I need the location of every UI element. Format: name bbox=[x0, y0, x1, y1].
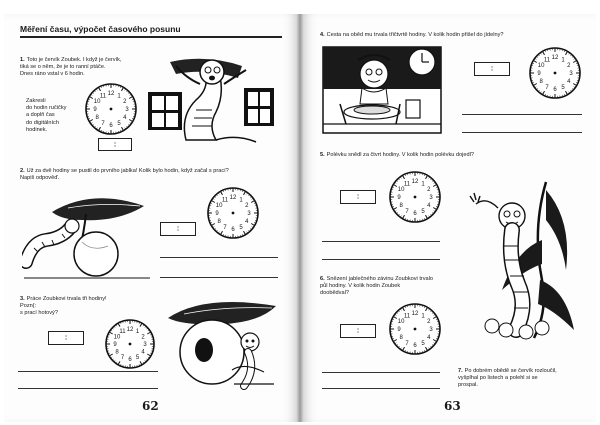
note-line-5: hodinek. bbox=[26, 126, 48, 133]
clock-4-numeral-9: 9 bbox=[537, 71, 541, 78]
clock-face-6[interactable] bbox=[388, 302, 442, 356]
exercise-3-line-1: Práce Zoubkovi trvala tři hodiny! bbox=[26, 296, 107, 302]
page-title: Měření času, výpočet časového posunu bbox=[20, 24, 282, 38]
page-number-right: 63 bbox=[444, 399, 461, 413]
exercise-3-line-3: s prací hotový? bbox=[20, 310, 58, 317]
exercise-7-number: 7. bbox=[458, 368, 463, 374]
exercise-5-line-1: Polévku snědl za čtvrt hodiny. V kolik hodin polévku dojedl? bbox=[326, 152, 474, 158]
digital-clock-1-colon: : bbox=[113, 140, 117, 148]
clock-1-numeral-11: 11 bbox=[99, 93, 107, 100]
clock-5-numeral-4: 4 bbox=[427, 203, 431, 210]
clock-4-numeral-11: 11 bbox=[543, 57, 551, 64]
clock-6-numeral-9: 9 bbox=[397, 327, 401, 334]
exercise-1-number: 1. bbox=[20, 57, 25, 63]
exercise-6-text bbox=[320, 276, 470, 298]
clock-2-numeral-12: 12 bbox=[229, 195, 237, 202]
clock-5-numeral-10: 10 bbox=[397, 187, 405, 194]
answer-line-5b[interactable] bbox=[322, 259, 440, 260]
clock-1-numeral-9: 9 bbox=[93, 107, 97, 114]
exercise-4-line-1: Cesta na oběd mu trvala třičtvrtě hodiny. V kolik hodin přišel do jídelny? bbox=[326, 32, 504, 38]
note-line-2: do hodin ručičky bbox=[26, 105, 67, 112]
digital-clock-3[interactable] bbox=[48, 331, 84, 345]
exercise-4-text bbox=[320, 32, 582, 39]
digital-clock-6-colon: : bbox=[356, 327, 360, 335]
digital-clock-2-colon: : bbox=[176, 225, 180, 233]
digital-clock-5[interactable] bbox=[340, 190, 376, 204]
clock-6-numeral-5: 5 bbox=[421, 341, 425, 348]
clock-6-numeral-11: 11 bbox=[403, 313, 411, 320]
worm-waking-illustration bbox=[146, 56, 278, 144]
exercise-1-note bbox=[26, 98, 86, 134]
clock-2-center bbox=[232, 212, 235, 215]
clock-3-numeral-6: 6 bbox=[128, 357, 132, 364]
exercise-1-text bbox=[20, 57, 140, 79]
clock-6-numeral-6: 6 bbox=[413, 343, 417, 350]
clock-1-numeral-12: 12 bbox=[107, 91, 115, 98]
clock-6-center bbox=[414, 328, 417, 331]
clock-1-numeral-2: 2 bbox=[123, 99, 127, 106]
exercise-3-line-2: Pozn{: bbox=[20, 303, 37, 310]
clock-1-center bbox=[110, 108, 113, 111]
note-line-3: a doplň čas bbox=[26, 112, 55, 119]
exercise-5-number: 5. bbox=[320, 152, 325, 158]
clock-5-numeral-11: 11 bbox=[403, 181, 411, 188]
clock-3-numeral-7: 7 bbox=[120, 355, 125, 362]
clock-3-numeral-11: 11 bbox=[119, 329, 126, 336]
answer-line-6a[interactable] bbox=[322, 372, 440, 373]
clock-4-numeral-2: 2 bbox=[567, 63, 571, 70]
clock-3-numeral-8: 8 bbox=[115, 349, 119, 356]
clock-2-numeral-11: 11 bbox=[221, 197, 229, 204]
clock-2-numeral-5: 5 bbox=[239, 225, 243, 232]
exercise-5-text bbox=[320, 152, 582, 159]
clock-2-numeral-7: 7 bbox=[223, 225, 227, 232]
exercise-1-line-3: Dnes ráno vstal v 6 hodin. bbox=[20, 71, 85, 78]
digital-clock-5-colon: : bbox=[356, 193, 360, 201]
exercise-6-line-2: půl hodiny. V kolik hodin Zoubek bbox=[320, 283, 401, 290]
exercise-6-line-1: Snězení jablečného závinu Zoubkovi trvalo bbox=[326, 276, 434, 282]
clock-6-numeral-3: 3 bbox=[429, 327, 433, 334]
clock-5-numeral-2: 2 bbox=[427, 187, 431, 194]
clock-5-numeral-3: 3 bbox=[429, 195, 433, 202]
exercise-6-number: 6. bbox=[320, 276, 325, 282]
clock-face-3[interactable] bbox=[104, 318, 156, 370]
digital-clock-4-colon: : bbox=[490, 65, 494, 73]
clock-3-numeral-1: 1 bbox=[135, 329, 140, 336]
digital-clock-2[interactable] bbox=[160, 222, 196, 236]
answer-line-2a[interactable] bbox=[160, 257, 278, 258]
clock-2-numeral-1: 1 bbox=[239, 197, 243, 204]
clock-6-numeral-12: 12 bbox=[411, 311, 419, 318]
clock-3-numeral-2: 2 bbox=[141, 334, 145, 341]
exercise-2-line-1: Už za dvě hodiny se pustil do prvního jablka! Kolik bylo hodin, když začal s prací? bbox=[26, 168, 229, 174]
clock-2-numeral-2: 2 bbox=[245, 203, 249, 210]
clock-1-numeral-7: 7 bbox=[101, 121, 105, 128]
exercise-6-line-3: doobědval? bbox=[320, 290, 349, 297]
clock-5-numeral-7: 7 bbox=[405, 209, 409, 216]
clock-face-4[interactable] bbox=[528, 46, 582, 100]
clock-4-center bbox=[554, 72, 557, 75]
clock-5-numeral-9: 9 bbox=[397, 195, 401, 202]
clock-6-numeral-8: 8 bbox=[399, 335, 403, 342]
clock-4-numeral-1: 1 bbox=[561, 57, 565, 64]
worm-climbing-illustration bbox=[462, 180, 586, 340]
clock-6-numeral-7: 7 bbox=[405, 341, 409, 348]
clock-5-numeral-8: 8 bbox=[399, 203, 403, 210]
clock-3-numeral-4: 4 bbox=[141, 349, 145, 356]
clock-1-numeral-3: 3 bbox=[125, 107, 129, 114]
exercise-3-text bbox=[20, 296, 160, 318]
note-line-4: do digitálních bbox=[26, 119, 59, 126]
clock-1-numeral-10: 10 bbox=[93, 99, 101, 106]
exercise-7-line-2: vyšplhal po listech a polehl si se bbox=[458, 375, 538, 382]
worm-in-apple-illustration bbox=[164, 300, 282, 392]
clock-5-numeral-6: 6 bbox=[413, 211, 417, 218]
answer-line-4a[interactable] bbox=[462, 114, 582, 115]
clock-5-center bbox=[414, 196, 417, 199]
clock-2-numeral-8: 8 bbox=[217, 219, 221, 226]
clock-6-numeral-4: 4 bbox=[427, 335, 431, 342]
worm-lunch-illustration bbox=[322, 46, 442, 134]
clock-2-numeral-9: 9 bbox=[215, 211, 219, 218]
exercise-1-line-1: Toto je červík Zoubek. I když je červík, bbox=[26, 57, 122, 63]
clock-4-numeral-7: 7 bbox=[545, 85, 549, 92]
digital-clock-6[interactable] bbox=[340, 324, 376, 338]
clock-4-numeral-3: 3 bbox=[569, 71, 573, 78]
clock-6-numeral-1: 1 bbox=[421, 313, 425, 320]
clock-4-numeral-4: 4 bbox=[567, 79, 571, 86]
clock-2-numeral-3: 3 bbox=[247, 211, 251, 218]
answer-line-3b[interactable] bbox=[18, 388, 158, 389]
clock-face-5[interactable] bbox=[388, 170, 442, 224]
page-number-left: 62 bbox=[142, 399, 159, 413]
clock-6-numeral-10: 10 bbox=[397, 319, 405, 326]
exercise-2-number: 2. bbox=[20, 168, 25, 174]
clock-4-numeral-8: 8 bbox=[539, 79, 543, 86]
clock-3-numeral-10: 10 bbox=[113, 334, 121, 341]
exercise-7-text bbox=[458, 368, 588, 390]
clock-1-numeral-8: 8 bbox=[95, 115, 99, 122]
exercise-1-line-2: tiká se o něm, že je to ranní ptáče. bbox=[20, 64, 106, 71]
clock-4-numeral-6: 6 bbox=[553, 87, 557, 94]
clock-3-center bbox=[129, 343, 132, 346]
clock-2-numeral-4: 4 bbox=[245, 219, 249, 226]
clock-3-numeral-9: 9 bbox=[113, 342, 117, 349]
answer-line-3a[interactable] bbox=[18, 371, 158, 372]
exercise-3-number: 3. bbox=[20, 296, 25, 302]
answer-line-4b[interactable] bbox=[462, 132, 582, 133]
clock-4-numeral-10: 10 bbox=[537, 63, 545, 70]
clock-4-numeral-5: 5 bbox=[561, 85, 565, 92]
clock-1-numeral-1: 1 bbox=[117, 93, 121, 100]
clock-5-numeral-12: 12 bbox=[411, 179, 419, 186]
clock-5-numeral-5: 5 bbox=[421, 209, 425, 216]
answer-line-5a[interactable] bbox=[322, 241, 440, 242]
clock-1-numeral-5: 5 bbox=[117, 121, 121, 128]
clock-4-numeral-12: 12 bbox=[551, 55, 559, 62]
clock-2-numeral-6: 6 bbox=[231, 227, 235, 234]
clock-3-numeral-12: 12 bbox=[126, 327, 134, 334]
exercise-7-line-1: Po dobrém obědě se červík rozloučil, bbox=[464, 368, 557, 374]
exercise-2-line-2: Napiš odpověď. bbox=[20, 175, 60, 182]
clock-3-numeral-5: 5 bbox=[135, 355, 140, 362]
clock-face-1[interactable] bbox=[84, 82, 138, 136]
clock-3-numeral-3: 3 bbox=[143, 342, 147, 349]
exercise-7-line-3: prospal. bbox=[458, 382, 478, 389]
clock-face-2[interactable] bbox=[206, 186, 260, 240]
digital-clock-1[interactable] bbox=[98, 138, 132, 151]
clock-2-numeral-10: 10 bbox=[215, 203, 223, 210]
exercise-4-number: 4. bbox=[320, 32, 325, 38]
clock-1-numeral-4: 4 bbox=[123, 115, 127, 122]
digital-clock-3-colon: : bbox=[64, 334, 68, 342]
clock-1-numeral-6: 6 bbox=[109, 123, 113, 130]
digital-clock-4[interactable] bbox=[474, 62, 510, 76]
worm-apple-illustration bbox=[22, 192, 152, 282]
answer-line-6b[interactable] bbox=[322, 388, 440, 389]
clock-5-numeral-1: 1 bbox=[421, 181, 425, 188]
answer-line-2b[interactable] bbox=[160, 277, 278, 278]
exercise-2-text bbox=[20, 168, 278, 182]
note-line-1: Zakresli bbox=[26, 98, 46, 104]
book-gutter bbox=[297, 14, 303, 422]
clock-6-numeral-2: 2 bbox=[427, 319, 431, 326]
